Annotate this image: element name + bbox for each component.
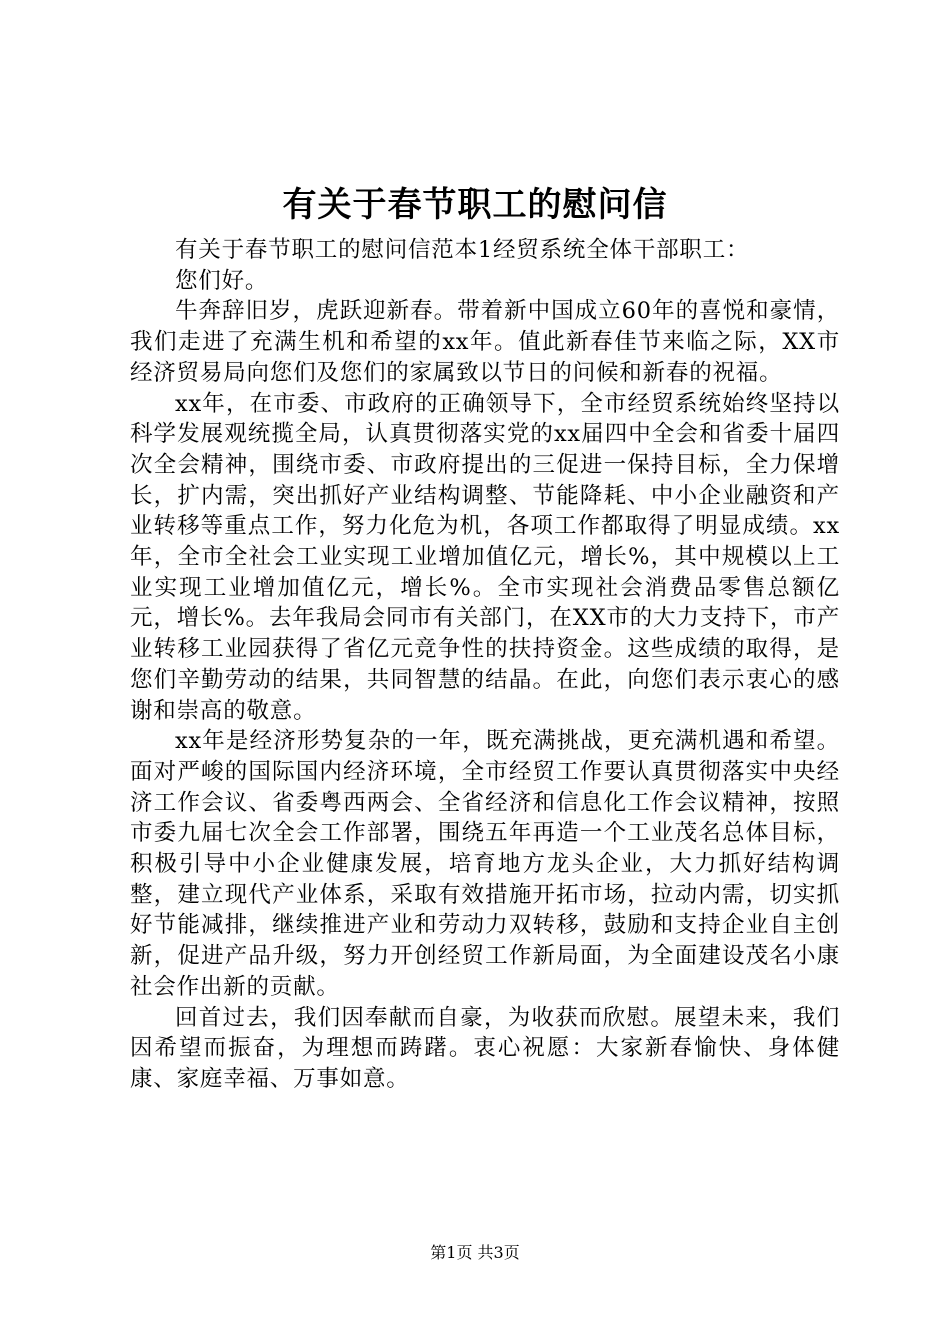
paragraph-achievements: xx年，在市委、市政府的正确领导下，全市经贸系统始终坚持以科学发展观统揽全局，认真贯彻落实党的xx届四中全会和省委十届四次全会精神，围绕市委、市政府提出的三促进一保持目标，全力保增长，扩内需，突出抓好产业结构调整、节能降耗、中小企业融资和产业转移等重点工作，努力化危为机，各项工作都取得了明显成绩。xx年，全市全社会工业实现工业增加值亿元，增长%，其中规模以上工业实现工业增加值亿元，增长%。全市实现社会消费品零售总额亿元，增长%。去年我局会同市有关部门，在XX市的大力支持下，市产业转移工业园获得了省亿元竞争性的扶持资金。这些成绩的取得，是您们辛勤劳动的结果，共同智慧的结晶。在此，向您们表示衷心的感谢和崇高的敬意。 bbox=[130, 390, 840, 724]
paragraph-salutation: 有关于春节职工的慰问信范本1经贸系统全体干部职工： bbox=[175, 237, 750, 263]
paragraph-greeting: 您们好。 bbox=[175, 267, 269, 294]
paragraph-outlook: xx年是经济形势复杂的一年，既充满挑战，更充满机遇和希望。面对严峻的国际国内经济环境，全市经贸工作要认真贯彻落实中央经济工作会议、省委粤西两会、全省经济和信息化工作会议精神，按照市委九届七次全会工作部署，围绕五年再造一个工业茂名总体目标，积极引导中小企业健康发展，培育地方龙头企业，大力抓好结构调整，建立现代产业体系，采取有效措施开拓市场，拉动内需，切实抓好节能减排，继续推进产业和劳动力双转移，鼓励和支持企业自主创新，促进产品升级，努力开创经贸工作新局面，为全面建设茂名小康社会作出新的贡献。 bbox=[130, 728, 840, 1000]
page-number-footer: 第1页 共3页 bbox=[430, 1243, 520, 1262]
paragraph-new-year: 牛奔辞旧岁，虎跃迎新春。带着新中国成立60年的喜悦和豪情，我们走进了充满生机和希望的xx年。值此新春佳节来临之际，XX市经济贸易局向您们及您们的家属致以节日的问候和新春的祝福。 bbox=[130, 298, 840, 386]
paragraph-closing: 回首过去，我们因奉献而自豪，为收获而欣慰。展望未来，我们因希望而振奋，为理想而踌躇。衷心祝愿：大家新春愉快、身体健康、家庭幸福、万事如意。 bbox=[130, 1004, 840, 1092]
document-title: 有关于春节职工的慰问信 bbox=[282, 185, 668, 225]
document-body bbox=[130, 235, 840, 1095]
